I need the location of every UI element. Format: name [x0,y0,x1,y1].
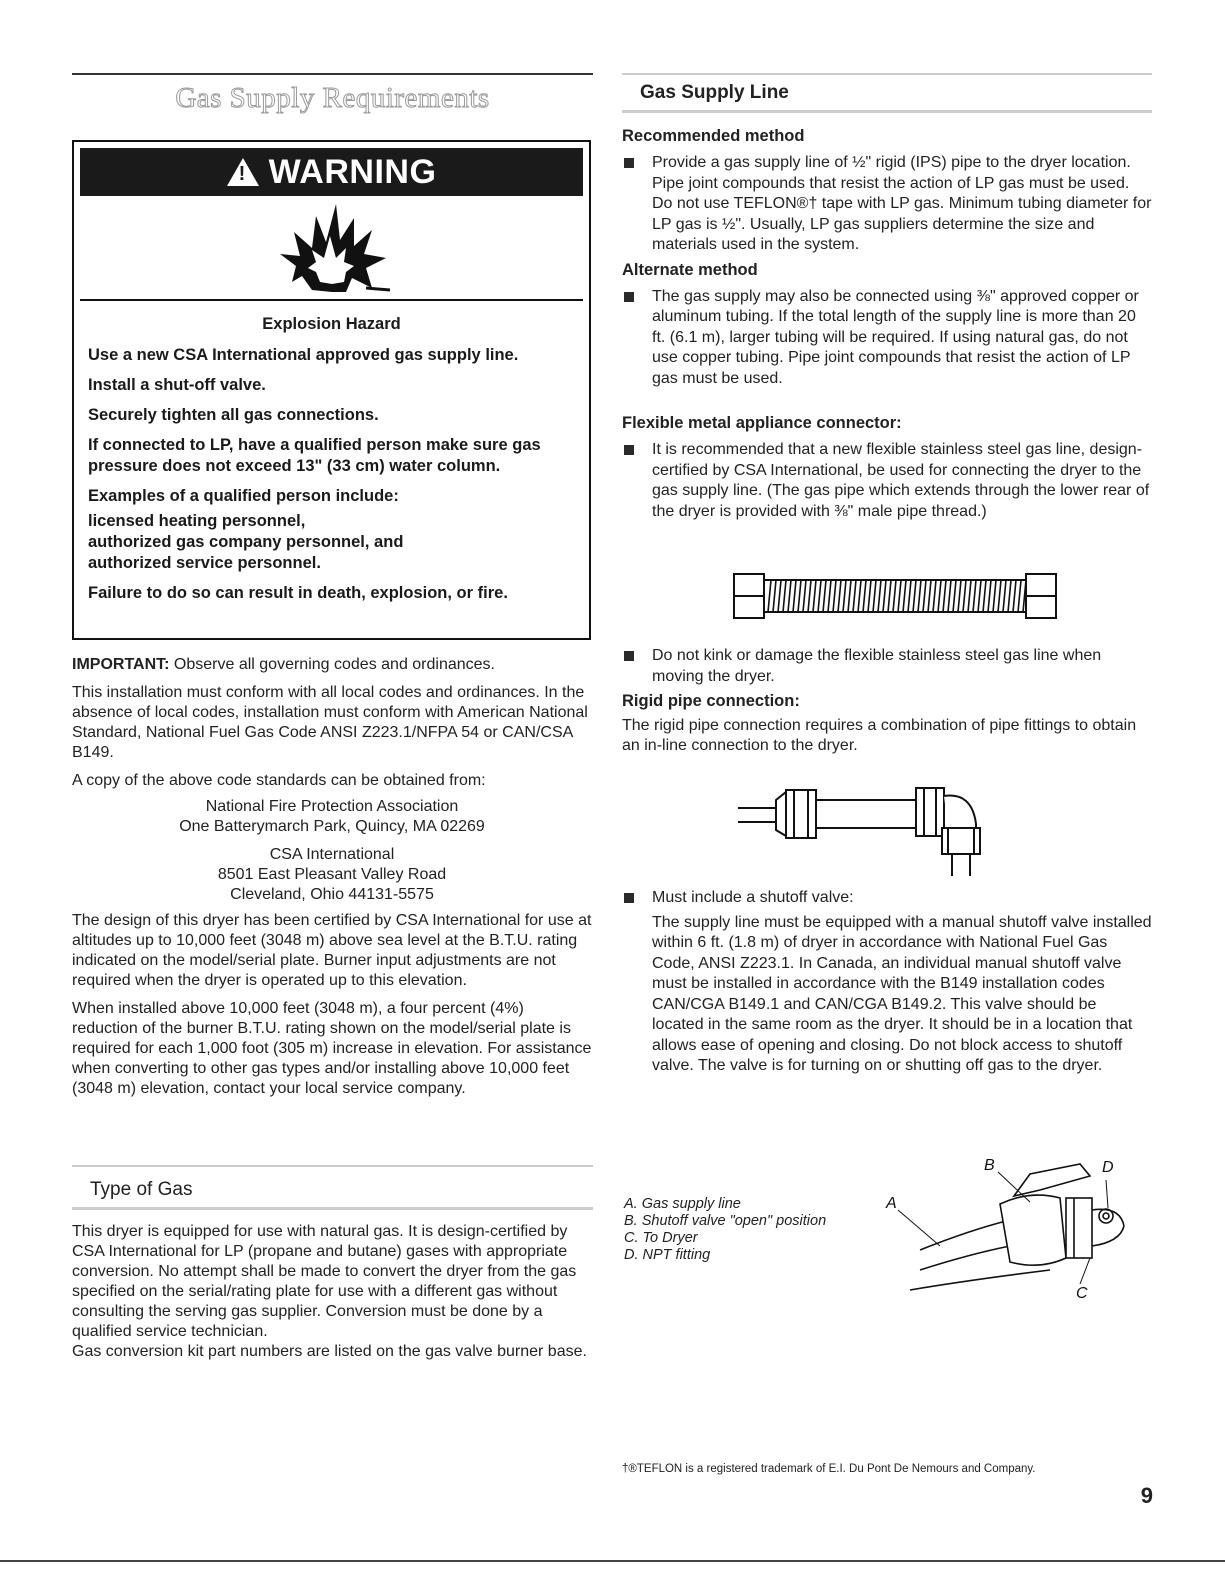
explosion-icon [80,202,583,294]
kink-bullet [622,646,1152,687]
page-bottom-rule [0,1560,1225,1562]
right-body-bottom [622,888,1152,1077]
flexible-connector-illustration [732,566,1058,631]
bullet-text: Do not kink or damage the flexible stainless steel gas line when moving the dryer. [652,647,1102,685]
paragraph: Gas conversion kit part numbers are listed on the gas valve burner base. [72,1343,587,1360]
warning-body [88,314,575,613]
rigid-paragraph: The rigid pipe connection requires a combination of pipe fittings to obtain an in-line connection to the dryer. [622,717,1137,754]
warning-line: Install a shut-off valve. [88,376,266,394]
callout-c: C [1076,1285,1088,1302]
address-line: One Batterymarch Park, Quincy, MA 02269 [179,818,485,835]
page-number: 9 [1140,1483,1153,1508]
important-note [72,655,592,675]
warning-example: authorized gas company personnel, and [88,533,404,551]
alternate-bullet [622,287,1152,390]
paragraph: This installation must conform with all local codes and ordinances. In the absence of local codes, installation must conform with American National Standard, National Fuel Gas Code ANSI Z223.1/NFPA 54 or CAN/CSA B149. [72,684,588,761]
callout-a: A [886,1195,897,1212]
right-body-mid [622,646,1152,756]
gas-supply-line-heading: Gas Supply Line [640,82,789,103]
warning-failure: Failure to do so can result in death, explosion, or fire. [88,584,508,602]
warning-line: Use a new CSA International approved gas supply line. [88,346,519,364]
bullet-icon [624,158,634,168]
bullet-icon [624,893,634,903]
callout-b: B [984,1157,995,1174]
type-of-gas-body [72,1222,592,1362]
shutoff-bullet [622,888,1152,909]
legend-item: D. NPT fitting [624,1247,711,1263]
section-rule [72,1207,593,1210]
callout-d: D [1102,1159,1114,1176]
section-rule [622,110,1152,113]
bullet-text: It is recommended that a new flexible stainless steel gas line, design-certified by CSA International, be used for connecting the dryer to the gas supply line. (The gas pipe which extends through the lower rear of the dryer is provided with ⅜" male pipe thread.) [652,441,1150,520]
rigid-heading: Rigid pipe connection: [622,692,800,710]
address-line: CSA International [269,846,395,863]
recommended-heading: Recommended method [622,127,805,145]
type-of-gas-heading: Type of Gas [90,1179,193,1200]
address-line: National Fire Protection Association [205,798,459,815]
warning-example: authorized service personnel. [88,554,321,572]
shutoff-paragraph: The supply line must be equipped with a manual shutoff valve installed within 6 ft. (1.8 m) of dryer in accordance with National Fuel Gas Code, ANSI Z223.1. In Canada, an individual manual shutoff valve must be installed in accordance with the B149 installation codes CAN/CGA B149.1 and CAN/CGA B149.2. This valve should be located in the same room as the dryer. It should be in a location that allows ease of opening and closing. Do not block access to shutoff valve. The valve is for turning on or shutting off gas to the dryer. [652,913,1152,1074]
alternate-heading: Alternate method [622,260,758,279]
warning-line: If connected to LP, have a qualified person make sure gas pressure does not exceed 13" (33 cm) water column. [88,436,541,475]
warning-header [80,148,583,196]
recommended-bullet [622,153,1152,256]
bullet-icon [624,651,634,661]
bullet-icon [624,292,634,302]
flex-bullet [622,440,1152,522]
paragraph: A copy of the above code standards can be obtained from: [72,772,486,789]
hazard-title: Explosion Hazard [262,315,401,333]
figure-legend [624,1196,826,1264]
warning-title: WARNING [268,152,437,191]
bullet-text: The gas supply may also be connected using ⅜" approved copper or aluminum tubing. If the total length of the supply line is more than 20 ft. (6.1 m), larger tubing will be required. If using natural gas, do not use copper tubing. Pipe joint compounds that resist the action of LP gas must be used. [652,287,1139,387]
section-rule [72,1165,593,1167]
address-line: 8501 East Pleasant Valley Road [217,866,447,883]
flex-heading: Flexible metal appliance connector: [622,414,902,432]
warning-box [72,140,591,640]
right-body-top [622,126,1152,522]
paragraph: When installed above 10,000 feet (3048 m), a four percent (4%) reduction of the burner B.T.U. rating shown on the model/serial plate is required for each 1,000 foot (305 m) increase in elevation. For assistance when converting to other gas types and/or installing above 10,000 feet (3048 m) elevation, contact your local service company. [72,1000,592,1097]
title-rule [72,73,593,75]
warning-line: Examples of a qualified person include: [88,487,399,505]
important-text: Observe all governing codes and ordinances. [169,656,495,673]
warning-triangle-icon: ! [227,158,259,186]
page-title: Gas Supply Requirements [175,82,490,114]
legend-item: C. To Dryer [624,1230,698,1246]
section-rule [622,73,1152,75]
bullet-icon [624,445,634,455]
left-body [72,655,592,1099]
rigid-pipe-illustration [736,778,996,883]
legend-item: B. Shutoff valve "open" position [624,1213,827,1229]
warning-divider [80,299,583,301]
paragraph: This dryer is equipped for use with natural gas. It is design-certified by CSA International for LP (propane and butane) gases with appropriate conversion. No attempt shall be made to convert the dryer from the gas specified on the serial/rating plate for use with a different gas without consulting the serving gas supplier. Conversion must be done by a qualified service technician. [72,1223,577,1340]
warning-example: licensed heating personnel, [88,512,306,530]
legend-item: A. Gas supply line [624,1196,741,1212]
shutoff-valve-illustration [880,1150,1130,1315]
footnote: †®TEFLON is a registered trademark of E.I. Du Pont De Nemours and Company. [622,1463,1036,1475]
important-label: IMPORTANT: [72,656,170,673]
bullet-text: Must include a shutoff valve: [652,889,854,906]
paragraph: The design of this dryer has been certified by CSA International for use at altitudes up to 10,000 feet (3048 m) above sea level at the B.T.U. rating indicated on the model/serial plate. Burner input adjustments are not required when the dryer is operated up to this elevation. [72,912,592,989]
warning-line: Securely tighten all gas connections. [88,406,379,424]
address-line: Cleveland, Ohio 44131-5575 [230,886,434,903]
bullet-text: Provide a gas supply line of ½" rigid (IPS) pipe to the dryer location. Pipe joint compounds that resist the action of LP gas must be used. Do not use TEFLON®† tape with LP gas. Minimum tubing diameter for LP gas is ½". Usually, LP gas suppliers determine the size and materials used in the system. [652,154,1152,253]
